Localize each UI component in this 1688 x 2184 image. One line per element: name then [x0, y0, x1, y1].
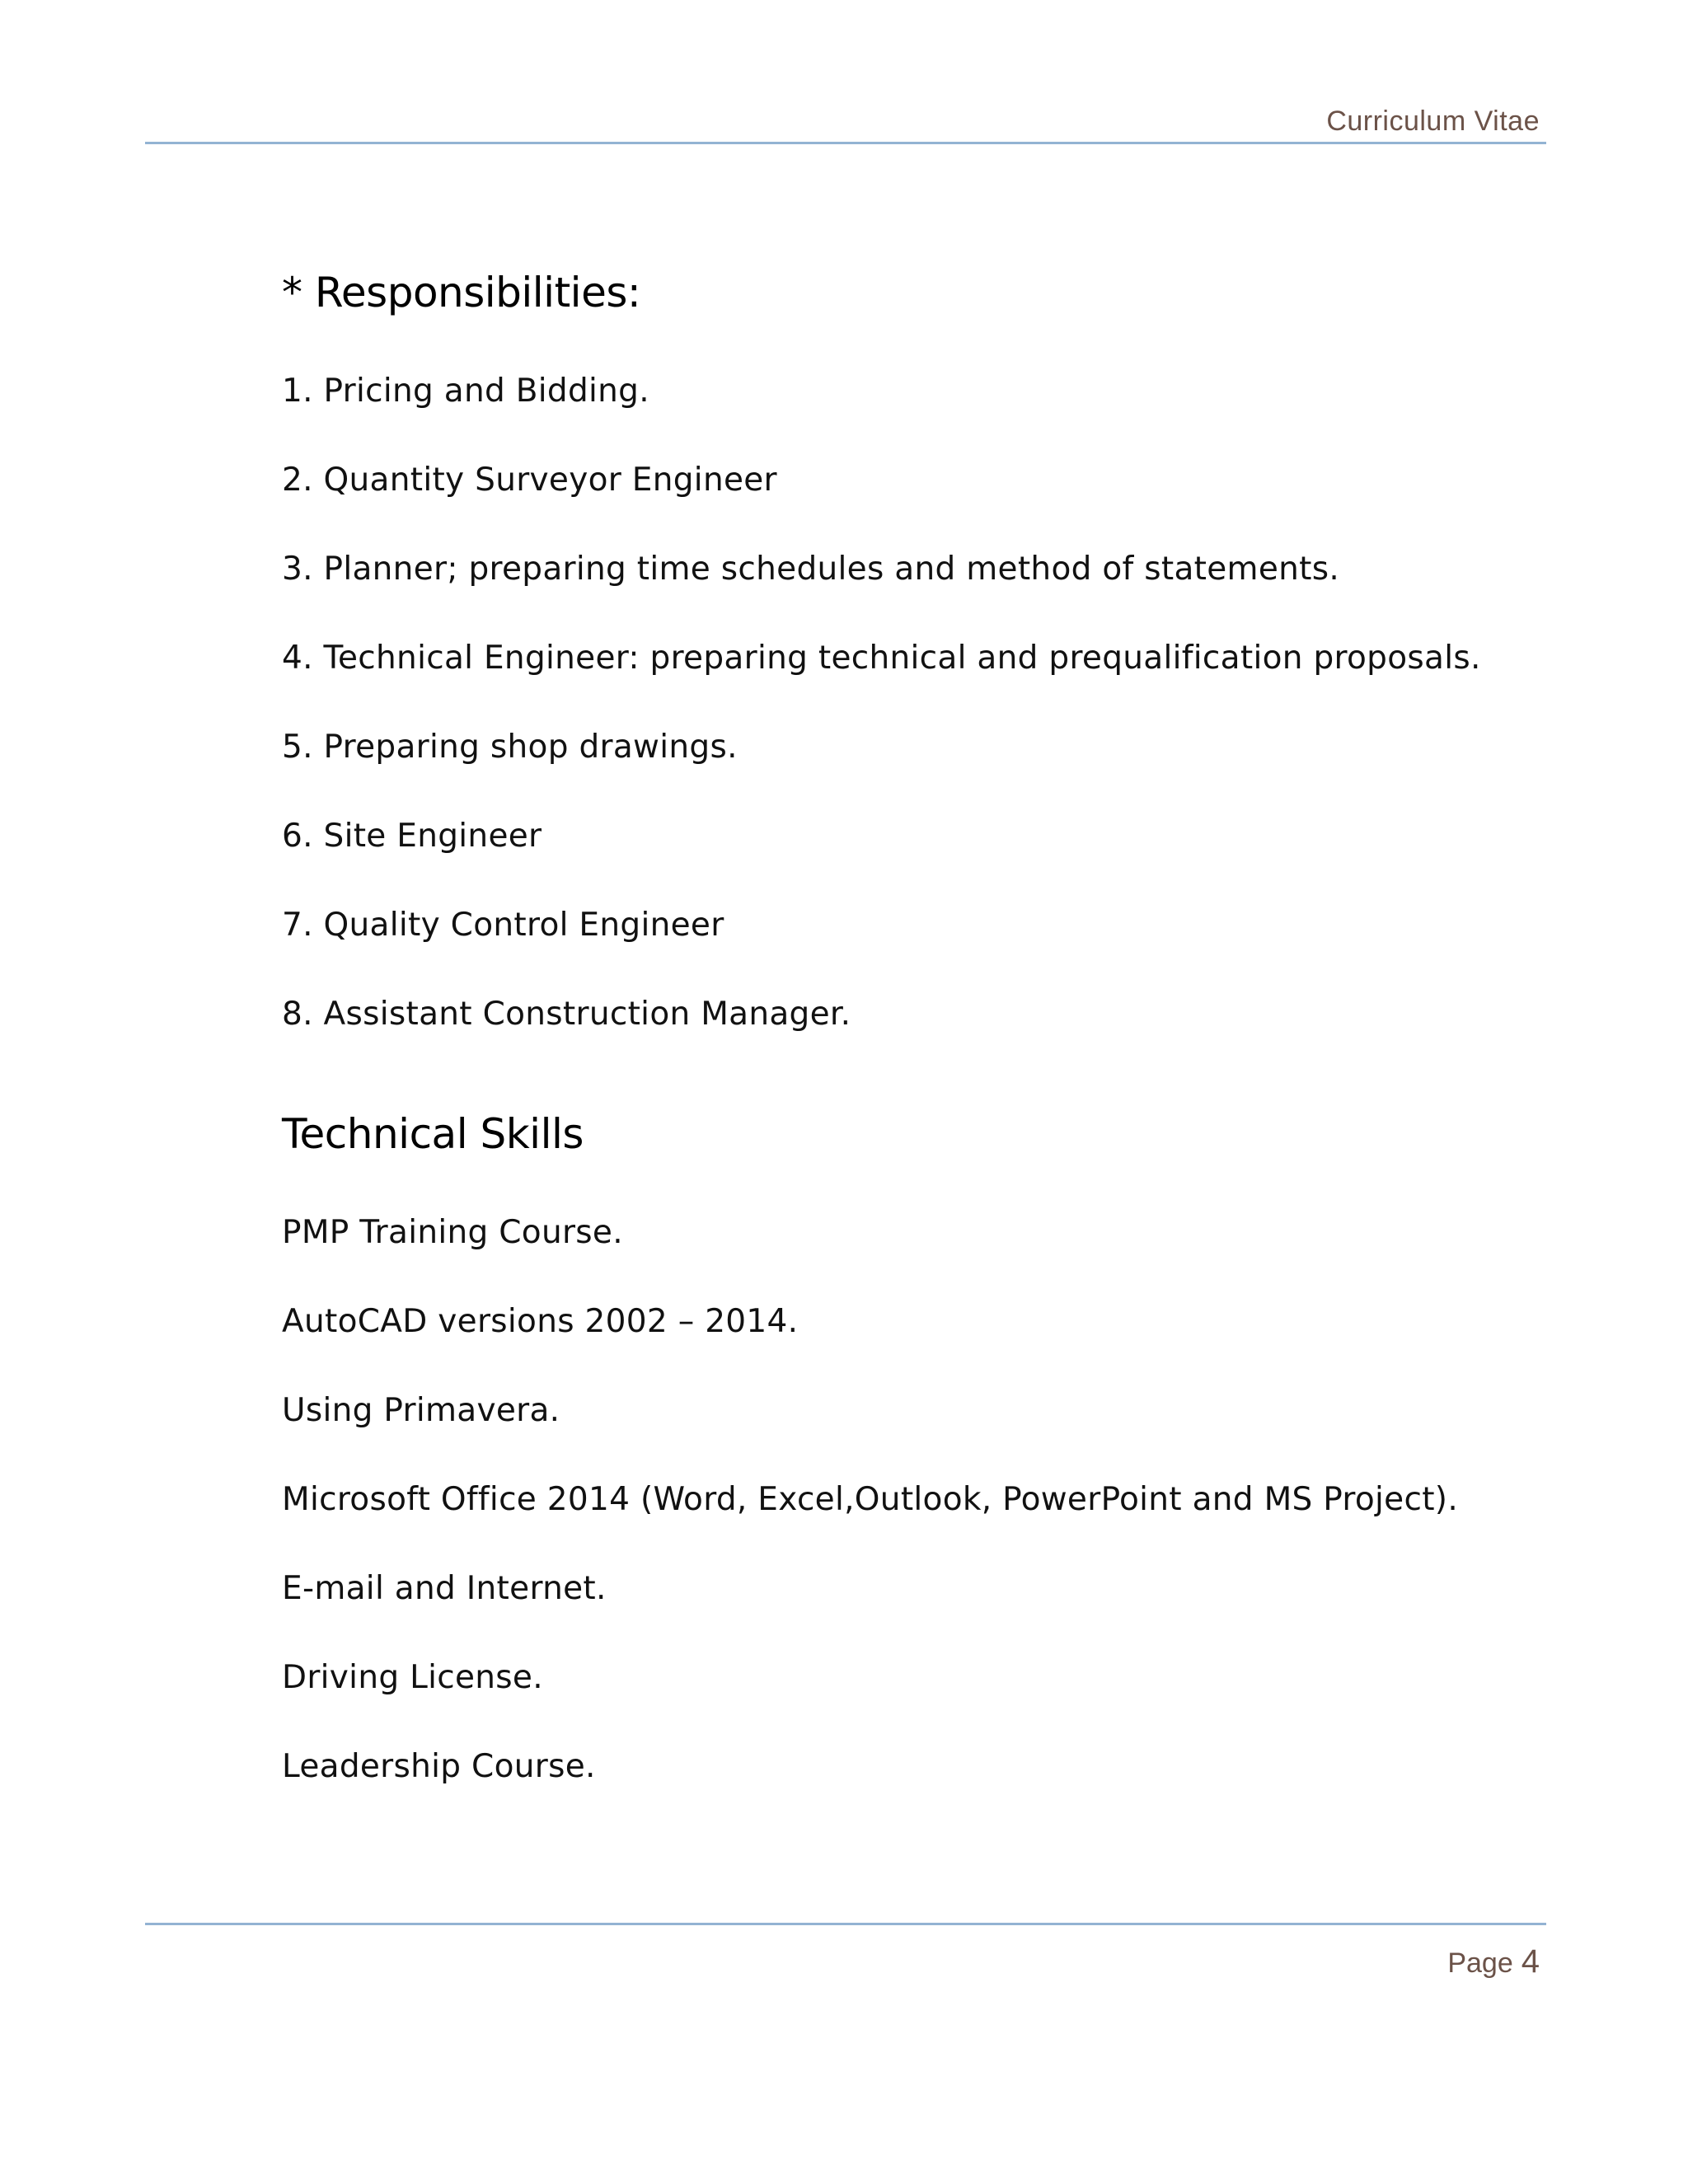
header-rule [145, 142, 1546, 144]
page-number-value: 4 [1521, 1943, 1540, 1980]
list-item: Driving License. [282, 1659, 543, 1696]
page-content [282, 269, 1568, 1840]
footer-rule [145, 1923, 1546, 1925]
technical-skills-heading: Technical Skills [282, 1110, 584, 1158]
responsibilities-list [282, 375, 1568, 1087]
page-number [1447, 1943, 1540, 1980]
list-item: 5. Preparing shop drawings. [282, 729, 738, 766]
list-item: 7. Quality Control Engineer [282, 907, 724, 944]
list-item: Using Primavera. [282, 1392, 560, 1429]
list-item: 2. Quantity Surveyor Engineer [282, 462, 777, 499]
list-item: 8. Assistant Construction Manager. [282, 996, 851, 1033]
page-label: Page [1447, 1947, 1513, 1979]
list-item: Microsoft Office 2014 (Word, Excel,Outlook, PowerPoint and MS Project). [282, 1481, 1459, 1518]
list-item: PMP Training Course. [282, 1214, 623, 1251]
header-title: Curriculum Vitae [1326, 105, 1540, 137]
list-item: 6. Site Engineer [282, 818, 542, 855]
technical-skills-list [282, 1216, 1568, 1840]
list-item: 3. Planner; preparing time schedules and method of statements. [282, 551, 1340, 588]
list-item: AutoCAD versions 2002 – 2014. [282, 1303, 799, 1340]
list-item: E-mail and Internet. [282, 1570, 607, 1607]
list-item: 4. Technical Engineer: preparing technical and prequalification proposals. [282, 640, 1481, 677]
list-item: 1. Pricing and Bidding. [282, 373, 649, 410]
list-item: Leadership Course. [282, 1748, 596, 1785]
responsibilities-heading: * Responsibilities: [282, 269, 641, 316]
